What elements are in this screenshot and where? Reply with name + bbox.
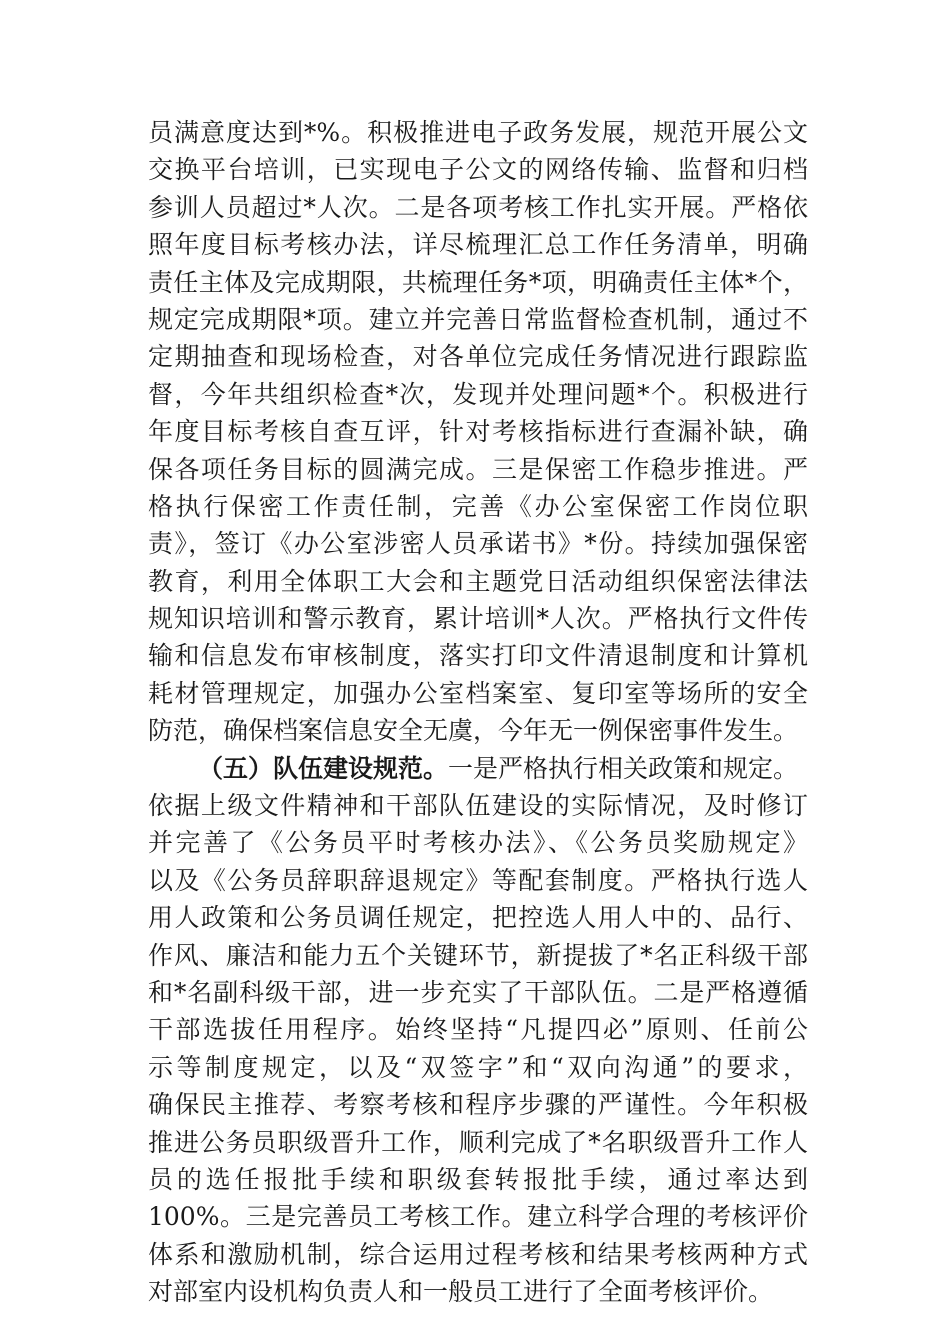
text-line: 作风、廉洁和能力五个关键环节，新提拔了*名正科级干部 [148,940,808,970]
text-line: 体系和激励机制，综合运用过程考核和结果考核两种方式 [148,1239,808,1269]
text-line: 确保民主推荐、考察考核和程序步骤的严谨性。今年积极 [148,1090,808,1120]
text-line: 耗材管理规定，加强办公室档案室、复印室等场所的安全 [148,678,808,708]
text-line: 用人政策和公务员调任规定，把控选人用人中的、品行、 [148,903,808,933]
text-line: 定期抽查和现场检查，对各单位完成任务情况进行跟踪监 [148,342,808,372]
text-line: 责》，签订《办公室涉密人员承诺书》*份。持续加强保密 [148,529,808,559]
text-line: 督，今年共组织检查*次，发现并处理问题*个。积极进行 [148,379,808,409]
text-line: 照年度目标考核办法，详尽梳理汇总工作任务清单，明确 [148,230,808,260]
text-line: 规定完成期限*项。建立并完善日常监督检查机制，通过不 [148,304,808,334]
section5-first-line [148,750,808,787]
text-line: 规知识培训和警示教育，累计培训*人次。严格执行文件传 [148,604,808,634]
text-line: 格执行保密工作责任制，完善《办公室保密工作岗位职 [148,491,808,521]
section5-heading-rest: 一是严格执行相关政策和规定。 [448,753,799,783]
text-line: 以及《公务员辞职辞退规定》等配套制度。严格执行选人 [148,865,808,895]
section5-heading: （五）队伍建设规范。 [198,753,449,783]
text-line: 推进公务员职级晋升工作，顺利完成了*名职级晋升工作人 [148,1127,808,1157]
text-line: 干部选拔任用程序。始终坚持“凡提四必”原则、任前公 [148,1015,808,1045]
text-line: 责任主体及完成期限，共梳理任务*项，明确责任主体*个， [148,267,808,297]
document-body [148,114,808,1311]
text-line: 示等制度规定，以及“双签字”和“双向沟通”的要求， [148,1052,808,1082]
text-line: 参训人员超过*人次。二是各项考核工作扎实开展。严格依 [148,192,808,222]
text-line: 交换平台培训，已实现电子公文的网络传输、监督和归档 [148,155,808,185]
text-line: 年度目标考核自查互评，针对考核指标进行查漏补缺，确 [148,417,808,447]
text-line: 和*名副科级干部，进一步充实了干部队伍。二是严格遵循 [148,977,808,1007]
text-line: 依据上级文件精神和干部队伍建设的实际情况，及时修订 [148,791,808,821]
text-line: 输和信息发布审核制度，落实打印文件清退制度和计算机 [148,641,808,671]
text-line: 保各项任务目标的圆满完成。三是保密工作稳步推进。严 [148,454,808,484]
text-line: 员的选任报批手续和职级套转报批手续，通过率达到 [148,1164,808,1194]
text-line: 防范，确保档案信息安全无虞，今年无一例保密事件发生。 [148,716,799,746]
text-line: 对部室内设机构负责人和一般员工进行了全面考核评价。 [148,1277,774,1307]
text-line: 教育，利用全体职工大会和主题党日活动组织保密法律法 [148,566,808,596]
text-line: 100%。三是完善员工考核工作。建立科学合理的考核评价 [148,1202,808,1232]
text-line: 并完善了《公务员平时考核办法》、《公务员奖励规定》 [148,828,808,858]
text-line: 员满意度达到*%。积极推进电子政务发展，规范开展公文 [148,118,808,147]
